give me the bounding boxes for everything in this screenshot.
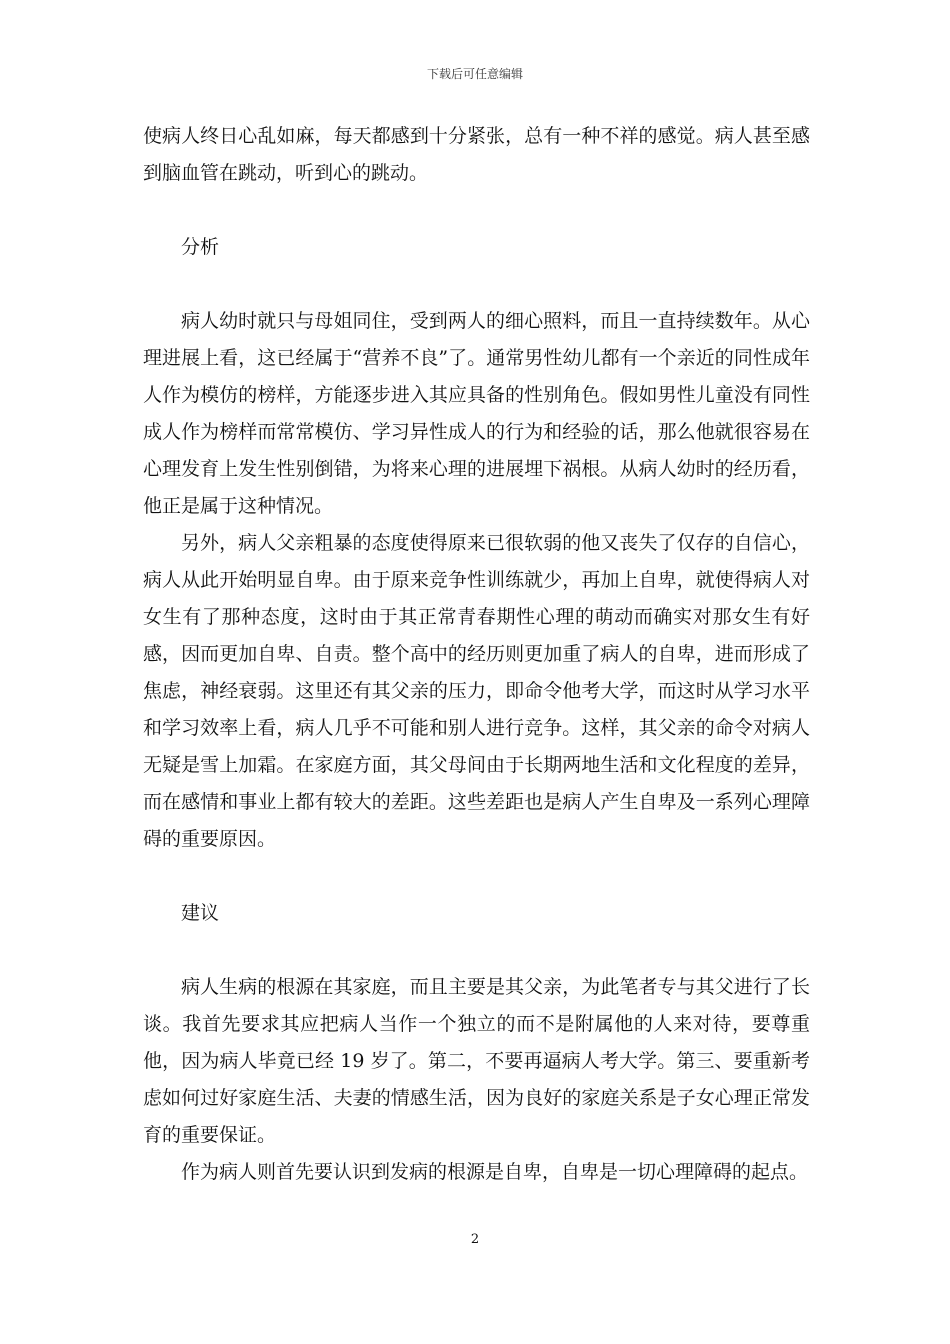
analysis-paragraph-1: 病人幼时就只与母姐同住，受到两人的细心照料，而且一直持续数年。从心理进展上看，这已经属于“营养不良”了。通常男性幼儿都有一个亲近的同性成年人作为模仿的榜样，方能逐步进入其应具备的性别角色。假如男性儿童没有同性成人作为榜样而常常模仿、学习异性成人的行为和经验的话，那么他就很容易在心理发育上发生性别倒错，为将来心理的进展埋下祸根。从病人幼时的经历看，他正是属于这种情况。 (143, 310, 810, 517)
analysis-heading: 分析 (181, 236, 220, 258)
suggestion-heading: 建议 (181, 902, 220, 924)
intro-continuation-paragraph: 使病人终日心乱如麻，每天都感到十分紧张，总有一种不祥的感觉。病人甚至感到脑血管在跳动，听到心的跳动。 (143, 125, 810, 184)
suggestion-paragraph-1: 病人生病的根源在其家庭，而且主要是其父亲，为此笔者专与其父进行了长谈。我首先要求其应把病人当作一个独立的而不是附属他的人来对待，要尊重他，因为病人毕竟已经 19 岁了。第二，不要再逼病人考大学。第三、要重新考虑如何过好家庭生活、夫妻的情感生活，因为良好的家庭关系是子女心理正常发育的重要保证。 (143, 976, 810, 1146)
page-number: 2 (470, 1232, 480, 1247)
suggestion-paragraph-2: 作为病人则首先要认识到发病的根源是自卑，自卑是一切心理障碍的起点。 (181, 1161, 809, 1183)
page-header: 下载后可任意编辑 (426, 67, 523, 81)
document-body (143, 118, 810, 1191)
analysis-paragraph-2: 另外，病人父亲粗暴的态度使得原来已很软弱的他又丧失了仅存的自信心，病人从此开始明显自卑。由于原来竞争性训练就少，再加上自卑，就使得病人对女生有了那种态度，这时由于其正常青春期性心理的萌动而确实对那女生有好感，因而更加自卑、自责。整个高中的经历则更加重了病人的自卑，进而形成了焦虑，神经衰弱。这里还有其父亲的压力，即命令他考大学，而这时从学习水平和学习效率上看，病人几乎不可能和别人进行竞争。这样，其父亲的命令对病人无疑是雪上加霜。在家庭方面，其父母间由于长期两地生活和文化程度的差异，而在感情和事业上都有较大的差距。这些差距也是病人产生自卑及一系列心理障碍的重要原因。 (143, 532, 810, 850)
